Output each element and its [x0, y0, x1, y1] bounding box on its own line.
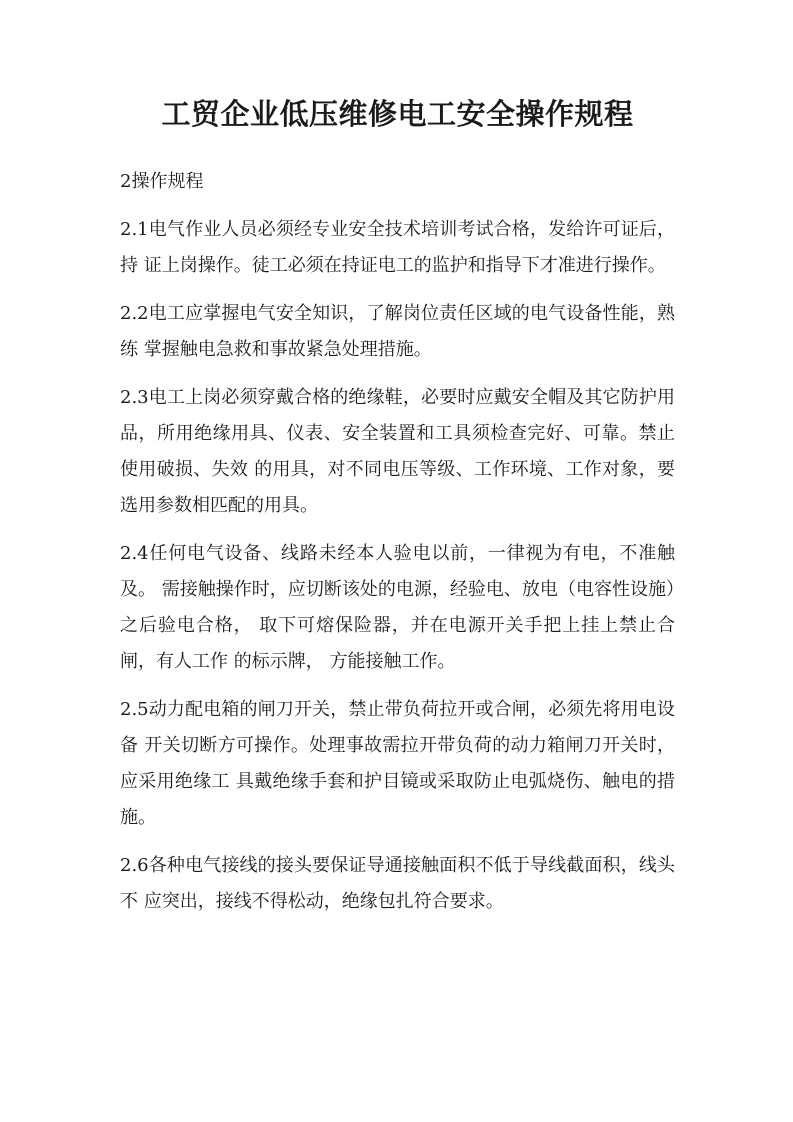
paragraph-2-1: 2.1电气作业人员必须经专业安全技术培训考试合格，发给许可证后，持 证上岗操作。徒工必须在持证电工的监护和指导下才准进行操作。: [120, 219, 675, 276]
paragraph-2-6: 2.6各种电气接线的接头要保证导通接触面积不低于导线截面积，线头不 应突出，接线不得松动，绝缘包扎符合要求。: [120, 855, 675, 912]
paragraph-2-4: 2.4任何电气设备、线路未经本人验电以前，一律视为有电，不准触及。 需接触操作时，应切断该处的电源，经验电、放电（电容性设施）之后验电合格， 取下可熔保险器，并在电源开关手把上挂上禁止合闸，有人工作 的标示牌， 方能接触工作。: [120, 543, 675, 672]
paragraph-2-5: 2.5动力配电箱的闸刀开关，禁止带负荷拉开或合闸，必须先将用电设备 开关切断方可操作。处理事故需拉开带负荷的动力箱闸刀开关时，应采用绝缘工 具戴绝缘手套和护目镜或采取防止电弧烧伤、触电的措施。: [120, 699, 675, 828]
paragraph-2-3: 2.3电工上岗必须穿戴合格的绝缘鞋，必要时应戴安全帽及其它防护用品，所用绝缘用具、仪表、安全装置和工具须检查完好、可靠。禁止使用破损、失效 的用具，对不同电压等级、工作环境、工作对象，要选用参数相匹配的用具。: [120, 387, 675, 516]
section-heading: 2操作规程: [120, 171, 204, 192]
paragraph-2-2: 2.2电工应掌握电气安全知识，了解岗位责任区域的电气设备性能，熟练 掌握触电急救和事故紧急处理措施。: [120, 303, 675, 360]
document-title: 工贸企业低压维修电工安全操作规程: [161, 97, 634, 131]
